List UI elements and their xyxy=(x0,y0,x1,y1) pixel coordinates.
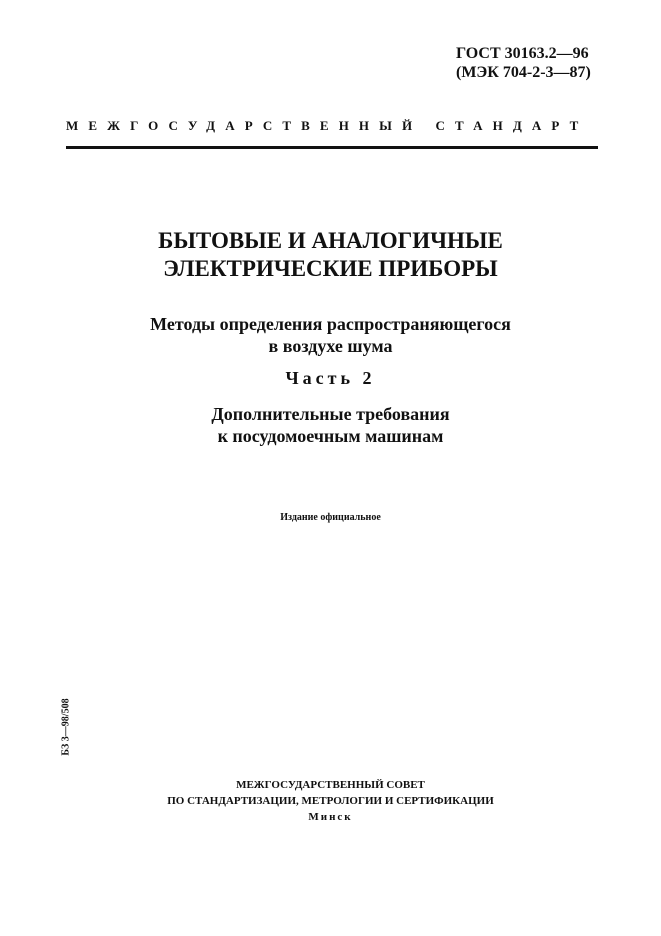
part-title xyxy=(0,403,661,447)
standard-identifier xyxy=(456,44,591,82)
publisher-block xyxy=(0,777,661,825)
part-title-line-2: к посудомоечным машинам xyxy=(217,426,444,446)
iec-number: (МЭК 704-2-3—87) xyxy=(456,64,591,81)
horizontal-rule xyxy=(66,146,598,149)
side-catalog-code: БЗ 3—98/508 xyxy=(60,698,72,756)
subtitle-line-2: в воздухе шума xyxy=(268,336,393,356)
title-line-2: ЭЛЕКТРИЧЕСКИЕ ПРИБОРЫ xyxy=(163,256,498,281)
standard-number: ГОСТ 30163.2—96 xyxy=(456,45,589,62)
edition-note: Издание официальное xyxy=(280,512,381,523)
part-title-line-1: Дополнительные требования xyxy=(211,404,450,424)
document-subtitle xyxy=(0,313,661,357)
subtitle-line-1: Методы определения распространяющегося xyxy=(150,314,511,334)
interstate-standard-label: МЕЖГОСУДАРСТВЕННЫЙ СТАНДАРТ xyxy=(66,118,589,133)
part-label: Часть 2 xyxy=(285,368,376,388)
title-line-1: БЫТОВЫЕ И АНАЛОГИЧНЫЕ xyxy=(158,228,503,253)
publisher-line-2: ПО СТАНДАРТИЗАЦИИ, МЕТРОЛОГИИ И СЕРТИФИКАЦИИ xyxy=(167,795,494,807)
document-title xyxy=(0,227,661,283)
publisher-city: Минск xyxy=(308,811,353,823)
publisher-line-1: МЕЖГОСУДАРСТВЕННЫЙ СОВЕТ xyxy=(236,779,425,791)
